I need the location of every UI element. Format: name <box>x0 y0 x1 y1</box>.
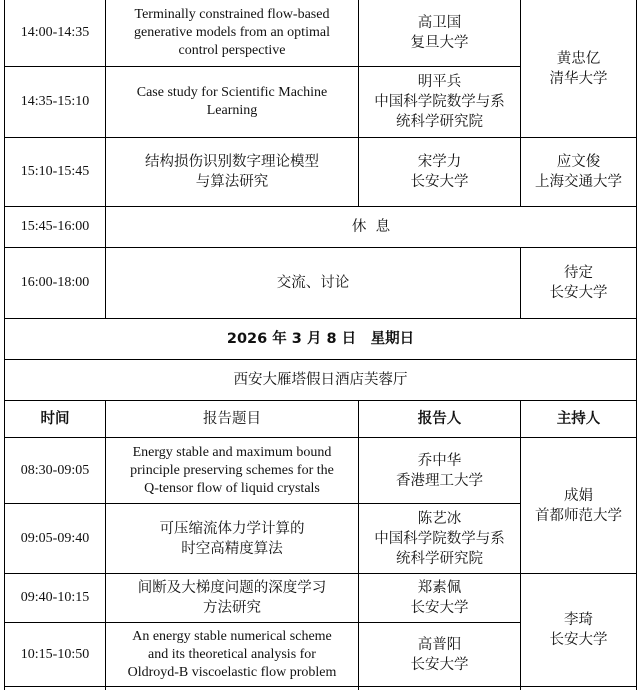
talk-title-line: principle preserving schemes for the <box>130 462 334 478</box>
host-affiliation: 首都师范大学 <box>535 507 622 524</box>
speaker-cell <box>359 67 520 137</box>
host-name: 成娟 <box>564 487 593 504</box>
host-name: 黄忠亿 <box>556 50 601 67</box>
venue-text: 西安大雁塔假日酒店芙蓉厅 <box>233 372 408 388</box>
speaker-affiliation: 统科学研究院 <box>396 550 483 567</box>
speaker-affiliation: 长安大学 <box>410 174 469 190</box>
time-text: 14:35-15:10 <box>20 94 90 109</box>
speaker-cell <box>359 0 520 66</box>
host-cell <box>521 438 636 573</box>
column-header-title: 报告题目 <box>203 411 261 427</box>
host-affiliation: 长安大学 <box>549 285 608 301</box>
speaker-name: 陈艺冰 <box>417 510 462 527</box>
speaker-cell <box>359 574 520 622</box>
discussion-cell <box>106 248 520 318</box>
talk-title-line: Energy stable and maximum bound <box>132 444 332 460</box>
time-text: 10:15-10:50 <box>20 646 90 662</box>
speaker-name: 乔中华 <box>417 452 462 469</box>
talk-title-cell <box>106 0 358 66</box>
talk-title-line: generative models from an optimal <box>134 25 330 40</box>
speaker-cell <box>359 623 520 686</box>
host-name: 应文俊 <box>556 154 601 170</box>
discussion-text: 交流、讨论 <box>276 275 350 291</box>
time-cell <box>5 248 105 318</box>
speaker-affiliation: 中国科学院数学与系 <box>374 530 505 547</box>
date-row <box>5 319 636 359</box>
speaker-affiliation: 中国科学院数学与系 <box>374 94 505 110</box>
talk-title-cell <box>106 574 358 622</box>
talk-title-line: control perspective <box>178 43 286 58</box>
talk-title-cell <box>106 623 358 686</box>
speaker-affiliation: 香港理工大学 <box>396 472 483 489</box>
speaker-affiliation: 长安大学 <box>410 600 469 616</box>
host-name: 李琦 <box>564 612 593 628</box>
talk-title-line: 与算法研究 <box>195 174 269 190</box>
speaker-affiliation: 复旦大学 <box>410 35 469 51</box>
break-cell <box>106 207 636 247</box>
time-text: 15:45-16:00 <box>20 219 90 234</box>
time-cell <box>5 623 105 686</box>
talk-title-line: Learning <box>206 103 258 118</box>
speaker-cell <box>359 438 520 503</box>
time-cell <box>5 504 105 573</box>
talk-title-cell <box>106 138 358 206</box>
time-text: 16:00-18:00 <box>20 275 90 290</box>
host-affiliation: 上海交通大学 <box>535 174 622 190</box>
column-header-time: 时间 <box>40 411 70 427</box>
talk-title-line: 间断及大梯度问题的深度学习 <box>137 580 327 596</box>
time-cell <box>5 207 105 247</box>
host-cell <box>521 574 636 686</box>
talk-title-cell <box>106 438 358 503</box>
speaker-affiliation: 统科学研究院 <box>396 114 483 130</box>
speaker-name: 郑素佩 <box>417 580 462 596</box>
speaker-name: 高卫国 <box>417 15 462 31</box>
speaker-affiliation: 长安大学 <box>410 656 469 673</box>
talk-title-line: 时空高精度算法 <box>181 540 283 557</box>
column-header-host: 主持人 <box>556 411 601 427</box>
talk-title-line: 方法研究 <box>203 600 261 616</box>
talk-title-cell <box>106 504 358 573</box>
time-cell <box>5 0 105 66</box>
table-border-right <box>636 0 637 690</box>
host-cell <box>521 248 636 318</box>
time-text: 09:05-09:40 <box>20 530 90 546</box>
talk-title-line: Case study for Scientific Machine <box>136 85 328 100</box>
speaker-name: 宋学力 <box>417 154 462 170</box>
talk-title-line: Q-tensor flow of liquid crystals <box>144 480 320 496</box>
venue-row <box>5 360 636 400</box>
date-text: 2026 年 3 月 8 日 星期日 <box>226 331 415 347</box>
host-affiliation: 长安大学 <box>549 632 608 648</box>
talk-title-line: and its theoretical analysis for <box>148 646 316 662</box>
time-cell <box>5 438 105 503</box>
host-cell <box>521 0 636 137</box>
time-text: 14:00-14:35 <box>20 25 90 40</box>
time-cell <box>5 574 105 622</box>
host-cell <box>521 138 636 206</box>
speaker-cell <box>359 138 520 206</box>
host-affiliation: 清华大学 <box>549 70 608 87</box>
break-text: 休 息 <box>351 219 391 235</box>
speaker-cell <box>359 504 520 573</box>
host-name: 待定 <box>564 265 593 281</box>
talk-title-cell <box>106 67 358 137</box>
time-text: 08:30-09:05 <box>20 462 90 478</box>
time-cell <box>5 67 105 137</box>
speaker-name: 高普阳 <box>417 636 462 653</box>
talk-title-line: An energy stable numerical scheme <box>132 628 332 644</box>
time-text: 09:40-10:15 <box>20 590 90 605</box>
column-header-speaker: 报告人 <box>417 411 462 427</box>
time-cell <box>5 138 105 206</box>
talk-title-line: 结构损伤识别数字理论模型 <box>145 154 319 170</box>
speaker-name: 明平兵 <box>417 74 462 90</box>
talk-title-line: Oldroyd-B viscoelastic flow problem <box>127 664 337 680</box>
time-text: 15:10-15:45 <box>20 164 90 179</box>
table-border-bottom <box>4 686 637 687</box>
talk-title-line: Terminally constrained flow-based <box>134 7 330 22</box>
talk-title-line: 可压缩流体力学计算的 <box>159 520 305 537</box>
